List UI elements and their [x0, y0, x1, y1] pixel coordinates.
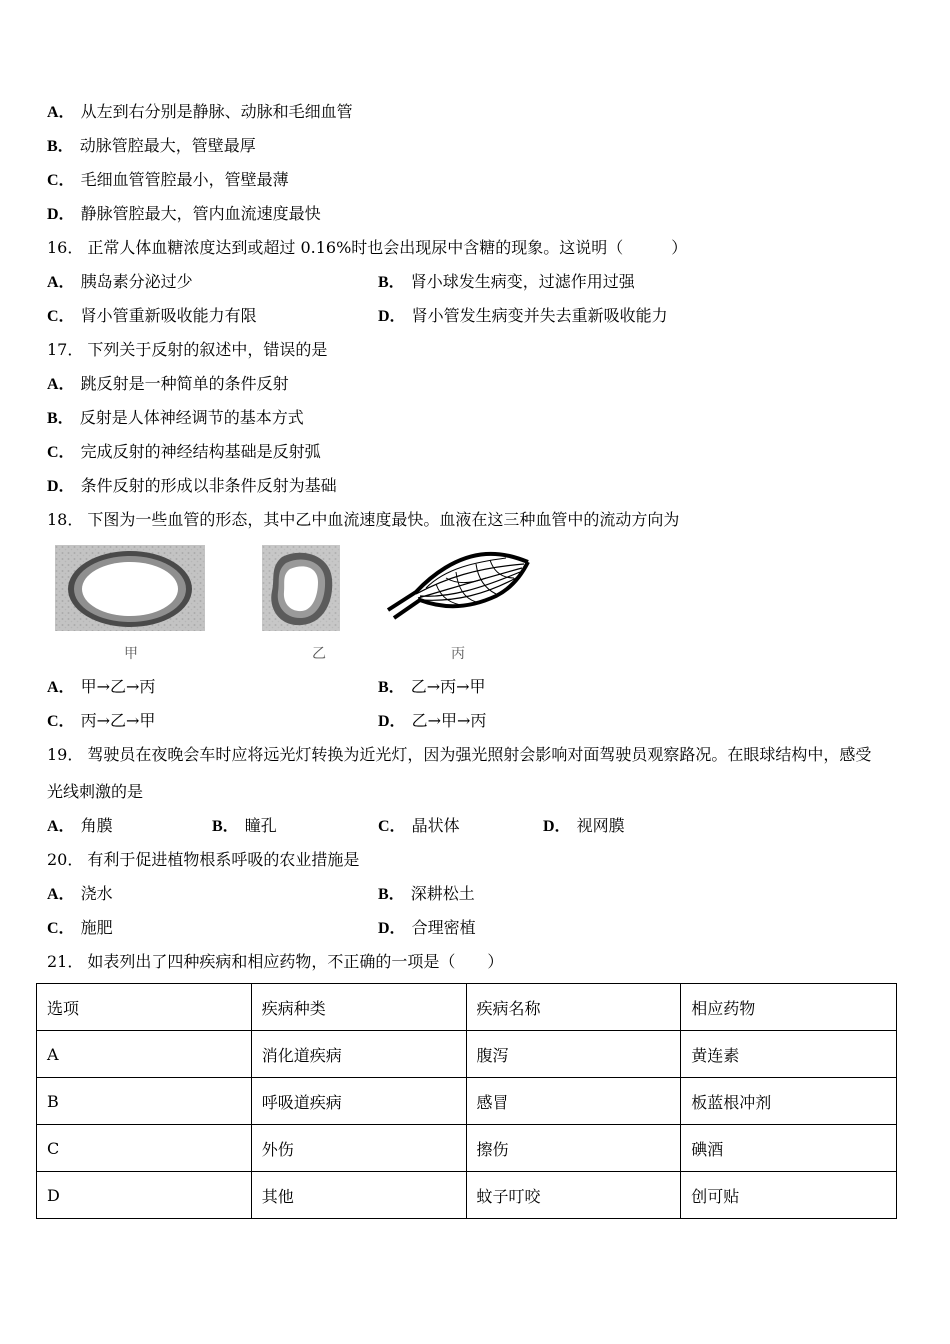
table-cell: 黄连素: [681, 1031, 897, 1078]
table-header-cell: 疾病种类: [251, 984, 466, 1031]
table-cell: 腹泻: [466, 1031, 681, 1078]
q18-option-c: C． 丙→乙→甲: [47, 711, 156, 730]
q16-option-b: B． 肾小球发生病变，过滤作用过强: [378, 272, 635, 291]
q21-stem: 21． 如表列出了四种疾病和相应药物，不正确的一项是（ ）: [47, 952, 504, 971]
table-cell: 擦伤: [466, 1125, 681, 1172]
table-header-cell: 选项: [37, 984, 252, 1031]
q19-option-c: C． 晶状体: [378, 816, 460, 835]
q15-option-a: A． 从左到右分别是静脉、动脉和毛细血管: [47, 102, 353, 121]
table-cell: 呼吸道疾病: [251, 1078, 466, 1125]
table-cell: 感冒: [466, 1078, 681, 1125]
vessel-yi-label: 乙: [312, 646, 326, 662]
table-cell: 创可贴: [681, 1172, 897, 1219]
q17-option-c: C． 完成反射的神经结构基础是反射弧: [47, 442, 321, 461]
q16-stem: 16． 正常人体血糖浓度达到或超过 0.16%时也会出现尿中含糖的现象。这说明（ ）: [47, 238, 688, 257]
table-cell: 碘酒: [681, 1125, 897, 1172]
q18-option-a: A． 甲→乙→丙: [47, 677, 156, 696]
q19-option-a: A． 角膜: [47, 816, 113, 835]
q19-option-d: D． 视网膜: [543, 816, 625, 835]
q17-option-d: D． 条件反射的形成以非条件反射为基础: [47, 476, 337, 495]
vessel-yi-figure: [262, 545, 340, 631]
q15-option-d: D． 静脉管腔最大，管内血流速度最快: [47, 204, 321, 223]
table-cell: C: [37, 1125, 252, 1172]
table-cell: 外伤: [251, 1125, 466, 1172]
table-cell: 板蓝根冲剂: [681, 1078, 897, 1125]
table-cell: 其他: [251, 1172, 466, 1219]
q16-option-a: A． 胰岛素分泌过少: [47, 272, 193, 291]
table-cell: B: [37, 1078, 252, 1125]
q19-option-b: B． 瞳孔: [212, 816, 277, 835]
q18-option-d: D． 乙→甲→丙: [378, 711, 487, 730]
vessel-bing-label: 丙: [451, 646, 465, 662]
q15-option-c: C． 毛细血管管腔最小，管壁最薄: [47, 170, 289, 189]
vessel-jia-label: 甲: [124, 646, 138, 662]
table-header-cell: 相应药物: [681, 984, 897, 1031]
table-cell: 消化道疾病: [251, 1031, 466, 1078]
table-row: [37, 1125, 897, 1172]
q20-option-c: C． 施肥: [47, 918, 113, 937]
q20-option-a: A． 浇水: [47, 884, 113, 903]
q18-stem: 18． 下图为一些血管的形态，其中乙中血流速度最快。血液在这三种血管中的流动方向为: [47, 510, 680, 529]
q17-option-a: A． 跳反射是一种简单的条件反射: [47, 374, 289, 393]
table-cell: 蚊子叮咬: [466, 1172, 681, 1219]
vessel-bing-figure: [386, 548, 532, 630]
q19-stem: 19． 驾驶员在夜晚会车时应将远光灯转换为近光灯，因为强光照射会影响对面驾驶员观察路况。在眼球结构中，感受: [47, 745, 872, 764]
table-row: [37, 1172, 897, 1219]
table-row: [37, 1031, 897, 1078]
q20-option-b: B． 深耕松土: [378, 884, 475, 903]
table-cell: A: [37, 1031, 252, 1078]
disease-medicine-table: [36, 983, 897, 1219]
q18-option-b: B． 乙→丙→甲: [378, 677, 486, 696]
q15-option-b: B． 动脉管腔最大，管壁最厚: [47, 136, 256, 155]
q20-stem: 20． 有利于促进植物根系呼吸的农业措施是: [47, 850, 360, 869]
table-cell: D: [37, 1172, 252, 1219]
q20-option-d: D． 合理密植: [378, 918, 476, 937]
q17-stem: 17． 下列关于反射的叙述中，错误的是: [47, 340, 328, 359]
table-header-cell: 疾病名称: [466, 984, 681, 1031]
q16-option-c: C． 肾小管重新吸收能力有限: [47, 306, 257, 325]
table-header-row: [37, 984, 897, 1031]
q16-option-d: D． 肾小管发生病变并失去重新吸收能力: [378, 306, 668, 325]
q17-option-b: B． 反射是人体神经调节的基本方式: [47, 408, 304, 427]
table-row: [37, 1078, 897, 1125]
q19-stem-continued: 光线刺激的是: [47, 782, 144, 801]
vessel-jia-figure: [55, 545, 205, 631]
